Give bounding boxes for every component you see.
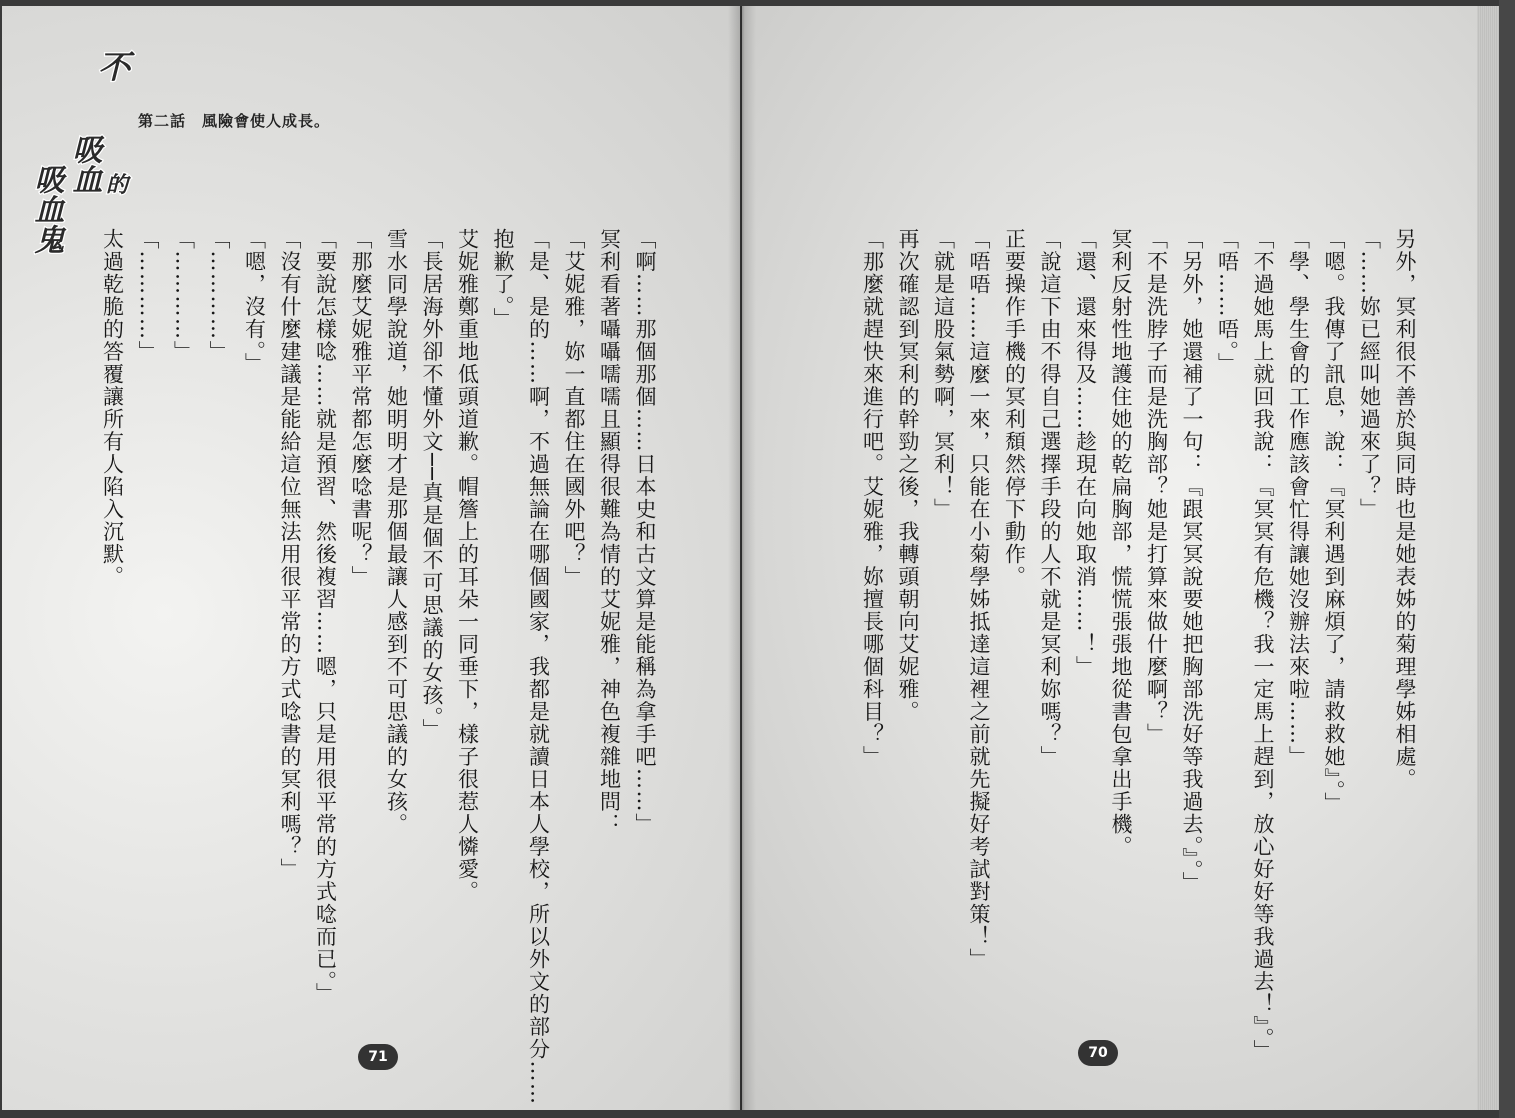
text-line: 「另外，她還補了一句：『跟冥冥說要她把胸部洗好等我過去。』。」: [1180, 228, 1204, 894]
text-line: 正要操作手機的冥利頹然停下動作。: [1002, 228, 1027, 588]
right-page-text: [854, 228, 1422, 1062]
text-line: 「那麼艾妮雅平常都怎麼唸書呢？」: [349, 228, 373, 588]
text-line: 「不是洗脖子而是洗胸部？她是打算來做什麼啊？」: [1144, 228, 1169, 746]
series-logo-graphic: [28, 46, 131, 254]
logo-line-3: 的: [106, 173, 129, 198]
text-line: 雪水同學說道，她明明才是那個最讓人感到不可思議的女孩。: [384, 228, 409, 836]
text-line: 「…………」: [136, 228, 160, 363]
text-line: 冥利反射性地護住她的乾扁胸部，慌慌張張地從書包拿出手機。: [1109, 228, 1133, 858]
logo-line-1: 不: [98, 48, 131, 86]
text-line: 「就是這股氣勢啊，冥利！」: [931, 228, 956, 521]
text-line: 「不過她馬上就回我說：『冥冥有危機？我一定馬上趕到，放心好好等我過去！』。」: [1251, 228, 1275, 1062]
page-number-left: 71: [358, 1044, 398, 1070]
text-line: 「還、還來得及……趁現在向她取消……！」: [1073, 228, 1098, 678]
text-line: 「說這下由不得自己選擇手段的人不就是冥利妳嗎？」: [1038, 228, 1062, 768]
text-line: 「艾妮雅，妳一直都住在國外吧？」: [562, 228, 586, 588]
logo-line-4: 吸血鬼: [28, 164, 64, 254]
text-line: 「嗯，沒有。」: [242, 228, 267, 375]
left-page-text: [94, 228, 662, 1106]
text-line: 太過乾脆的答覆讓所有人陷入沉默。: [100, 228, 125, 588]
text-line: 「唔唔……這麼一來，只能在小菊學姊抵達這裡之前就先擬好考試對策！」: [967, 228, 991, 971]
chapter-title: 風險會使人成長。: [202, 112, 331, 130]
text-line: 「學、學生會的工作應該會忙得讓她沒辦法來啦……」: [1286, 228, 1311, 768]
text-line: 「長居海外卻不懂外文──真是個不可思議的女孩。」: [420, 228, 444, 741]
text-line: 再次確認到冥利的幹勁之後，我轉頭朝向艾妮雅。: [896, 228, 920, 723]
text-line: 「唔……唔。」: [1215, 228, 1240, 375]
cover-edge: [1499, 0, 1515, 1118]
text-line: 「那麼就趕快來進行吧。艾妮雅，妳擅長哪個科目？」: [860, 228, 885, 768]
series-logo: [28, 46, 131, 254]
text-line: 艾妮雅鄭重地低頭道歉。帽簷上的耳朵一同垂下，樣子很惹人憐愛。: [455, 228, 480, 903]
logo-line-2: 吸血: [66, 134, 102, 194]
text-line: 「…………」: [171, 228, 196, 363]
text-line: 「是、是的……啊，不過無論在哪個國家，我都是就讀日本人學校，所以外文的部分……: [526, 228, 551, 1106]
text-line: 「沒有什麼建議是能給這位無法用很平常的方式唸書的冥利嗎？」: [278, 228, 302, 881]
text-line: 「……妳已經叫她過來了？」: [1357, 228, 1382, 521]
text-line: 另外，冥利很不善於與同時也是她表姊的菊理學姊相處。: [1393, 228, 1417, 791]
text-line: 冥利看著囁囁嚅嚅且顯得很難為情的艾妮雅，神色複雜地問：: [597, 228, 622, 836]
text-line: 「…………」: [207, 228, 231, 363]
left-page: [2, 6, 740, 1110]
book-gutter: [728, 6, 756, 1110]
right-page: [742, 6, 1477, 1110]
text-line: 抱歉了。」: [491, 228, 515, 330]
page-number-right: 70: [1078, 1040, 1118, 1066]
text-line: 「嗯。我傳了訊息，說：『冥利遇到麻煩了，請救救她』。」: [1322, 228, 1346, 815]
chapter-number: 第二話: [138, 112, 187, 130]
text-line: 「啊……那個那個……日本史和古文算是能稱為拿手吧……」: [633, 228, 657, 836]
text-line: 「要說怎樣唸……就是預習、然後複習……嗯，只是用很平常的方式唸而已。」: [313, 228, 338, 1005]
chapter-heading: [138, 110, 346, 131]
page-edges: [1477, 6, 1499, 1110]
